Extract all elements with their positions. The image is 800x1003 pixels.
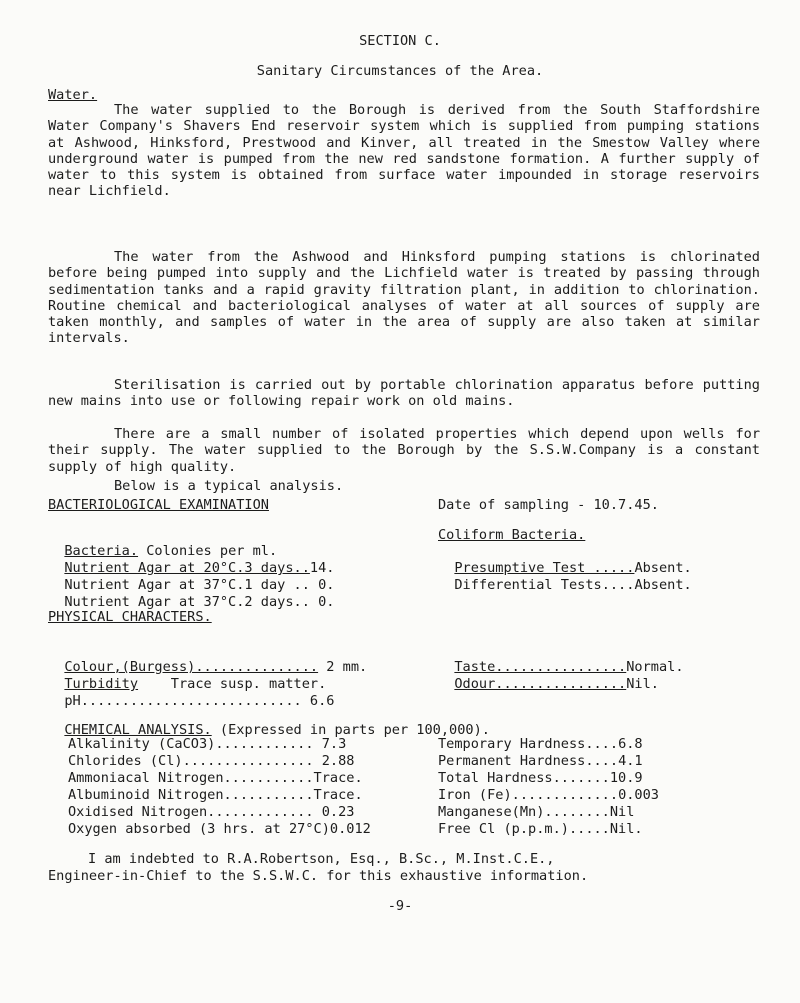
page-number: -9- [387, 898, 413, 914]
chemical-row: Oxidised Nitrogen............. 0.23 [68, 804, 355, 820]
bacteria-row [48, 578, 334, 610]
chemical-row: Albuminoid Nitrogen...........Trace. [68, 787, 363, 803]
bacteria-heading: Bacteria. [64, 543, 139, 559]
analysis-intro: Below is a typical analysis. [114, 478, 344, 494]
odour-value: Nil. [626, 676, 659, 692]
colour-value: 2 mm. [326, 659, 368, 675]
chemical-title: CHEMICAL ANALYSIS. [64, 722, 212, 738]
chemical-row: Chlorides (Cl)................ 2.88 [68, 753, 355, 769]
coliform-row-label: Presumptive Test ..... [454, 560, 635, 576]
taste-value: Normal. [626, 659, 684, 675]
bacteria-row-value: 0. [318, 594, 335, 610]
ph-row [48, 677, 334, 709]
chemical-note: (Expressed in parts per 100,000). [219, 722, 490, 738]
taste-label: Taste................ [454, 659, 627, 675]
chemical-row: Oxygen absorbed (3 hrs. at 27°C)0.012 [68, 821, 371, 837]
chemical-row: Total Hardness.......10.9 [438, 770, 643, 786]
physical-title: PHYSICAL CHARACTERS. [48, 609, 212, 625]
chemical-row: Alkalinity (CaCO3)............ 7.3 [68, 736, 347, 752]
chemical-row: Permanent Hardness....4.1 [438, 753, 643, 769]
section-heading: SECTION C. [359, 33, 441, 49]
coliform-row-value: Absent. [634, 560, 692, 576]
chemical-row: Temporary Hardness....6.8 [438, 736, 643, 752]
odour-row [438, 660, 659, 692]
bacteria-row-label: Nutrient Agar at 37°C.1 day .. [64, 577, 310, 593]
bacteria-row-label: Nutrient Agar at 37°C.2 days.. [64, 594, 310, 610]
paragraph-sterilisation: Sterilisation is carried out by portable chlorination apparatus before putting new mains into use or following repair work on old mains. [48, 377, 760, 410]
turbidity-value: Trace susp. matter. [170, 676, 327, 692]
bacteria-row-value: 14. [309, 560, 335, 576]
paragraph-water-source: The water supplied to the Borough is derived from the South Staffordshire Water Company's Shavers End reservoir system which is supplied from pumping stations at Ashwood, Hinksford, Prestwood and Kinver, all treated in the Smestow Valley where underground water is pumped from the new red sandstone formation. A further supply of water to this system is obtained from surface water impounded in storage reservoirs near Lichfield. [48, 102, 760, 200]
chemical-row: Free Cl (p.p.m.).....Nil. [438, 821, 643, 837]
paragraph-wells: There are a small number of isolated properties which depend upon wells for their supply. The water supplied to the Borough by the S.S.W.Company is a constant supply of high quality. [48, 426, 760, 475]
paragraph-treatment: The water from the Ashwood and Hinksford pumping stations is chlorinated before being pumped into supply and the Lichfield water is treated by passing through sedimentation tanks and a rapid gravity filtration plant, in addition to chlorination. Routine chemical and bacteriological analyses of water at all sources of supply are taken monthly, and samples of water in the area of supply are also taken at similar intervals. [48, 249, 760, 347]
coliform-row-label: Differential Tests.... [454, 577, 635, 593]
chemical-row: Ammoniacal Nitrogen...........Trace. [68, 770, 363, 786]
turbidity-label: Turbidity [64, 676, 139, 692]
bacteriological-title: BACTERIOLOGICAL EXAMINATION [48, 497, 269, 513]
chemical-row: Iron (Fe).............0.003 [438, 787, 659, 803]
section-subheading: Sanitary Circumstances of the Area. [256, 63, 544, 79]
bacteria-row-label: Nutrient Agar at 20°C.3 days.. [64, 560, 310, 576]
ph-value: 6.6 [309, 693, 335, 709]
acknowledgement-line-1: I am indebted to R.A.Robertson, Esq., B.Sc., M.Inst.C.E., [88, 851, 555, 867]
coliform-heading: Coliform Bacteria. [438, 527, 586, 543]
coliform-row [438, 561, 692, 593]
bacteria-subheading: Colonies per ml. [146, 543, 278, 559]
bacteria-row-value: 0. [318, 577, 335, 593]
acknowledgement-line-2: Engineer-in-Chief to the S.S.W.C. for this exhaustive information. [48, 868, 589, 884]
odour-label: Odour................ [454, 676, 627, 692]
ph-label: pH........................... [64, 693, 302, 709]
colour-label: Colour,(Burgess)............... [64, 659, 319, 675]
coliform-row-value: Absent. [634, 577, 692, 593]
sampling-date: Date of sampling - 10.7.45. [438, 497, 659, 513]
water-label: Water. [48, 87, 98, 103]
chemical-row: Manganese(Mn)........Nil [438, 804, 635, 820]
